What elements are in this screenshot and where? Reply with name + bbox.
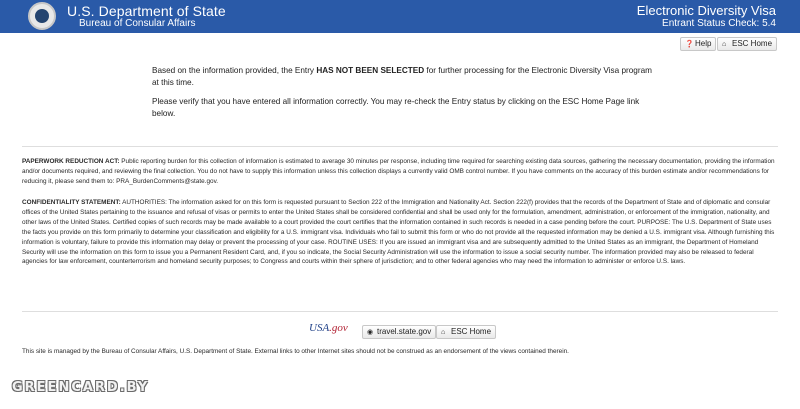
help-label: Help [695,39,712,48]
status-result [152,65,652,127]
confidentiality-statement [22,198,778,267]
agency-name: U.S. Department of State [67,3,226,19]
esc-home-label: ESC Home [732,39,773,48]
divider [22,311,778,312]
travel-state-gov-button[interactable] [362,325,436,339]
watermark: GREENCARD.BY [12,380,150,395]
help-button[interactable] [680,37,716,51]
question-circle-icon: ❓ [685,41,694,48]
usagov-logo-link[interactable]: USA.gov [309,322,348,334]
paperwork-heading: PAPERWORK REDUCTION ACT: [22,158,120,165]
paperwork-reduction-act [22,157,778,187]
result-status: HAS NOT BEEN SELECTED [316,66,425,75]
home-icon: ⌂ [441,329,446,336]
esc-home-button[interactable] [717,37,777,51]
confidentiality-heading: CONFIDENTIALITY STATEMENT: [22,199,121,206]
travel-label: travel.state.gov [377,327,432,336]
bureau-name: Bureau of Consular Affairs [79,18,196,29]
divider [22,146,778,147]
home-icon: ⌂ [722,41,727,48]
esc-home-footer-button[interactable] [436,325,496,339]
result-instructions: Please verify that you have entered all information correctly. You may re-check the Entry status by clicking on the ESC Home Page link below. [152,97,640,118]
site-managed-notice: This site is managed by the Bureau of Consular Affairs, U.S. Department of State. External links to other Internet sites should not be construed as an endorsement of the views contained therein. [22,348,569,355]
state-department-seal-icon [28,2,56,30]
paperwork-text: Public reporting burden for this collection of information is estimated to average 30 minutes per response, including time required for searching existing data sources, gathering the necessary documentation, providing the information and/or documents required, and reviewing the final collection. You do not have to supply this information unless this collection displays a currently valid OMB control number. If you have comments on the accuracy of this burden estimate and/or recommendations for reducing it, please send them to: PRA_BurdenComments@state.gov. [22,158,775,185]
confidentiality-text: AUTHORITIES: The information asked for on this form is requested pursuant to Section 222 of the Immigration and Nationality Act. Section 222(f) provides that the records of the Department of State and of diplomatic and consular offices of the United States pertaining to the issuance and refusal of visas or permits to enter the United States shall be considered confidential and shall be used only for the formulation, amendment, administration, or enforcement of the immigration, nationality, and other laws of the United States. Certified copies of such records may be made available to a court provided the court certifies that the information contained in such records is needed in a case pending before the court. PURPOSE: The U.S. Department of State uses the facts you provide on this form primarily to determine your classification and eligibility for a U.S. immigrant visa. Individuals who fail to submit this form or who do not provide all the requested information may be denied a U.S. immigrant visa. Although furnishing this information is voluntary, failure to provide this information may delay or prevent the processing of your case. ROUTINE USES: If you are issued an immigrant visa and are subsequently admitted to the United States as an immigrant, the Department of Homeland Security will use the information on this form to issue you a Permanent Resident Card, and, if you so indicate, the Social Security Administration will use the information to issue a social security number. The information provided may also be released to federal agencies for law enforcement, counterterrorism and homeland security purposes; to Congress and courts within their sphere of jurisdiction; and to other federal agencies who may need the information to administer or enforce U.S. laws. [22,199,775,266]
site-header [0,0,800,33]
result-message: Based on the information provided, the Entry HAS NOT BEEN SELECTED for further processing for the Electronic Diversity Visa program at this time. [152,66,652,87]
esc-home-footer-label: ESC Home [451,327,492,336]
app-title: Electronic Diversity Visa [636,3,776,18]
globe-icon: ◉ [367,329,374,336]
app-subtitle: Entrant Status Check: 5.4 [662,18,776,29]
